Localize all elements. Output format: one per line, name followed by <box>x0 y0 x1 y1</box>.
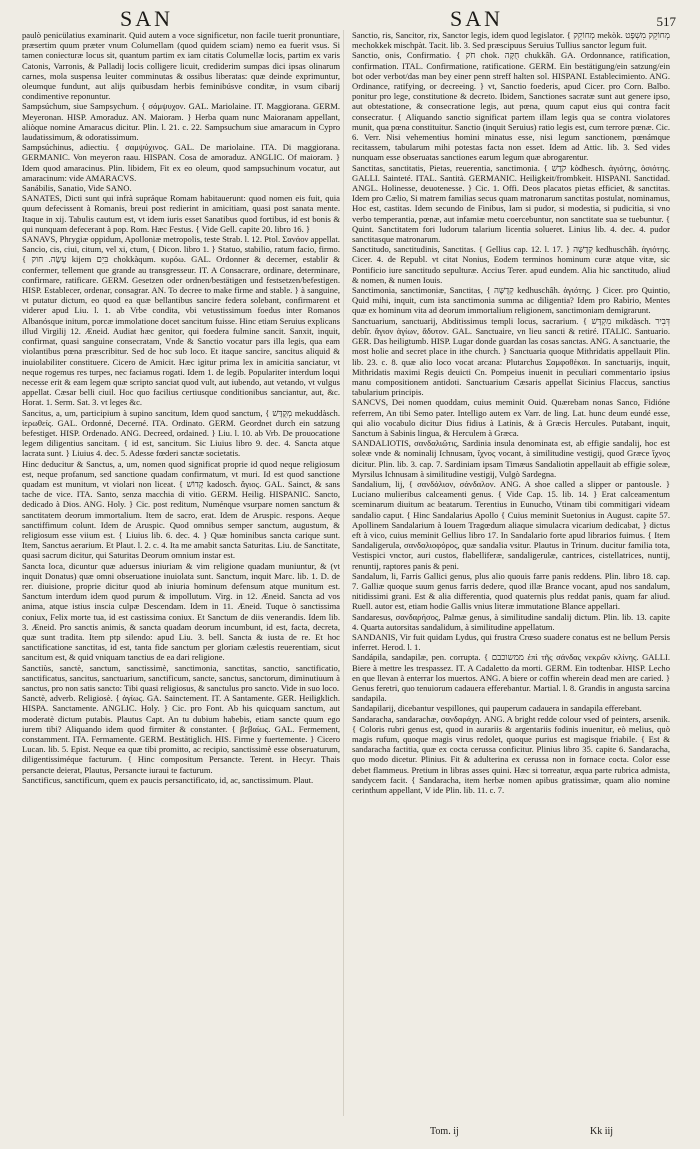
dictionary-entry: SANCVS, Dei nomen quoddam, cuius meminit Ouid. Quærebam nonas Sanco, Fidióne referrem, An tibi Semo pater. Intelligo autem ex Varr. de ling. Lat. hunc deum eundé esse, qui alio vocabulo dicitur Dius fidius à Latinis, & à Græcis Hercules. Putabant, inquit, Sanctum à Sabinis lingua, & Herculem à Græca. <box>352 397 670 438</box>
dictionary-entry: Sandalum, li, Farris Gallici genus, plus alio quouis farre panis reddens. Plin. libro 18. cap. 7. Galliæ quoque suum genus farris dedere, quod illæ Brance vocant, apud nos sandalum, nitidissimi grani. Est & alia differentia, quod quaternis plus reddat panis, quam far aliud. Ruell. autor est, etiam hodie Gallis vnius literæ immutatione Blance appellari. <box>352 570 670 612</box>
dictionary-entry: SANAVS, Phrygiæ oppidum, Apolloniæ metropolis, teste Strab. l. 12. Ptol. Σανάον appellat. <box>22 234 340 245</box>
dictionary-entry: Sanctiùs, sanctè, sanctum, sanctissimè, sanctimonia, sanctitas, sanctio, sanctificatio, sanctificatus, sancitus, sanctuarium, sanctificum, sancte, sanctus, sanctorum, diminutiuum à sanctus, pro non satis sancto: Tibi quasi religiosus, & sanctulus pro sancto. Vide in suo loco. <box>22 662 340 693</box>
volume-label: Tom. ij <box>430 1126 459 1137</box>
dictionary-entry: Sancitus, a, um, participium à supino sancitum, Idem quod sanctum, { מְקֻדָּשׁ mekuddàsch. ἱερωθείς. GAL. Ordonné, Decerné. ITA. Ordinato. GERM. Geordnet durch ein satzung befestiget. HISP. Ordenado. ANG. Decreed, ordained. } Liu. l. 10. ab Vrb. De prouocatione legem diligentius sancitam. { id est, sancitum. Sic Liuius libro 9. dec. 4. Sancta atque lacrata sunt. } Liuius 4. dec. 5. Adesse fœderi sanctæ societatis. <box>22 407 340 459</box>
dictionary-entry: Sandaracha, sandarachæ, σανδαράχη. ANG. A bright redde colour vsed of peinters, arsenik. { Coloris rubri genus est, quod in aurariis & argentariis fodinis inuenitur, eò melius, quò magis rufum, quoque magis virus redolet, quoque purius est magisque friabile. { Est & sandaracha factitia, quæ ex cocta cerussa conficitur. Plinius libro 35. capite 6. Sandaracha, quo modo dicetur. Plinius. Fit & adulterina ex cerussa non in fornace cocta. Color esse debet flammeus. Pretium in libras asses quini. Hæc si torreatur, æqua parte rubrica admista, sandycem facit. { Sandaracha, item herbæ nomen apibus gratissimæ, quam alio nomine cerinthum appellant, V ide Plin. lib. 11. c. 7. <box>352 713 670 796</box>
right-column <box>352 30 670 1110</box>
dictionary-entry: Sanctè, adverb. Religiosè. { ἁγίως. GA. Sainctement. IT. A Santamente. GER. Heiligklich. HISPA. Sanctamente. ANGLIC. Holy. } Cic. pro Font. Ab his quicquam sanctum, aut moderatè dictum putabis. Plautus Capt. An tu dubium habebis, etiam sancte quum ego iurem tibi? Aliquando idem quod firmiter & constanter. { βεβαίως. GAL. Fermement, constamment. ITA. Fermamente. GERM. Bestätiglich. HIS. Firme y fuertemente. } Cicero Lucan. lib. 5. Epist. Neque ea quæ tibi promitto, ac recipio, sanctissimè esse obseruaturum, diligentissiméque facturum. { Hinc compositum Persancte. Terent. in Hecyr. Thais persancte deierat, Plautus, Persancte iuraui te facturum. <box>22 693 340 775</box>
dictionary-entry: SANATES, Dicti sunt qui infrà supráque Romam habitauerunt: quod nomen eis fuit, quia quum defecissent à Romanis, breui post redierint in amicitiam, quasi post sanata mente. Itaque in xij. Tabulis cautum est, vt idem iuris esset Sanatibus quod fortibus, id est bonis & qui nunquam defecerant à pop. Rom. Hæc Festus. { Vide Gell. capite 20. libro 16. } <box>22 193 340 234</box>
dictionary-entry: Sanctitas, sanctitatis, Pietas, reuerentia, sanctimonia. { קֹדֶשׁ kòdhesch. ἁγιότης, ὁσιότης. GALLI. Sainteté. ITAL. Santità. GERMANIC. Heiligkeit/frombkeit. HISPANI. Sanctidad. ANGL. Holinesse, deuotenesse. } Cic. 1. Offi. Deos placatos pietas efficiet, & sanctitas. Idem pro Cælio, Si matrem familias secus quam matronarum sanctitas postulat, nominamus, Hoc est, castitas. Idem secundo de Finibus, Iam si pudor, si modestia, si pudicitia, si vno verbo temperantia, pœnæ, aut infamiæ metu coercebuntur, non sanctitate sua se tuebuntur. { Quint. Sanctitatem fori ludorum talarium licentia solueret. Linius lib. 4. dec. 4. pudor sanctitasque matronarum. <box>352 162 670 245</box>
dictionary-entry: Sandalium, lij, { σανδάλιον, σάνδαλον. ANG. A shoe called a slipper or pantousle. } Luciano mulieribus calceamenti genus. { Vide Cap. 15. lib. 14. } Erat calceamentum sceminarum diuitum ac beatarum. Terentius in Eunucho, Vtinam tibi commitigari videam sandalio caput. { Hinc Sandalarius Apollo { Cuius meminit Suetonius in August. capite 57. Apollinem Sandalarium à Iouem Tragœdum aliaque simulacra vicarium dedicabat, } dictus eft à vico, cuius meminit Gellius libro 17. In Sandalario forte apud librarios fuimus. { Item Sandaligerula, σανδαλιοφόρος, quæ sandalia vsitur. Plautus in Trinum. ducitur familia tota, Vestispici vnctor, auri custos, flabelliferæ, sandaligerulæ, cantrices, cistellatrices, nuntij, renuntij, raptores panis & peni. <box>352 478 670 571</box>
column-divider <box>343 30 344 1116</box>
dictionary-entry: Sanctimonia, sanctimoniæ, Sanctitas, { קְדֻשָּׁה kedhuschâh. ἁγιότης. } Cicer. pro Quintio, Quid mihi, inquit, cum ista sanctimonia summa ac diligentia? Idem pro Rabirio, Mentes quæ ex hominum vita ad deorum immortalium religionem, sanctimoniam demigrarunt. <box>352 285 670 316</box>
dictionary-entry: Sanctificus, sanctificum, quem ex paucis persanctificato, id, ac, sanctissimum. Plaut. <box>22 774 314 785</box>
dictionary-entry: Hinc deducitur & Sanctus, a, um, nomen quod significat proprie id quod neque religiosum est, neque profanum, sed sanctione quadam confirmatum, vt muri. Id est quod sanctione quadam est munitum, vt violari non liceat. { קָדוֹשׁ kadosch. ἅγιος. GAL. Sainct, & sans tache de vice. ITA. Santo, senza macchia di vitio. GERM. Heilig. HISPANIC. Sancto, dedicado à Dios. ANG. Holy. } Cic. post reditum, Numénque vsurpare nomen sanctum & sanctitatem deorum immortalium. Item de sacro, erat. Idem de Aruspic. respons. Aeque sanctiffimum colunt. Idem de Aruspic. Quod omnibus semper sanctum, augustum, & religiosum esse viium est. { Liuius lib. 6. dec. 4. } Quæ hominibus sancta carique sunt. Item, Sanctus aerarium. Et Plaut. l. 2. c. 4. Ita me amabit sancta Saturitas. Liu. de Sanctitate, quasi sacrum dicitur, qui Saturitas Deorum omnium instar est. <box>22 458 340 561</box>
dictionary-entry: Sancta loca, dicuntur quæ aduersus iniuriam & vim religione quadam muniuntur, & (vt inquit Donatus) quæ omni obseruatione inuiolata sunt. Sanctum, inquit Marc. lib. 1. D. de rer. diuisione, proprie dicitur quod ab iniuria hominum defensum atque munitum est. Sanctum interdum idem quod purum & impollutum. Virg. in 12. Æneid. Sancta ad vos anima, atque istius inscia culpæ Descendam. Idem in 11. Æneid. Tuque ò sanctissima coniux, Felix morte tua, id est castissima coniux. Et Sanctum de diis venerandis. Idem lib. 3. Æneid. Pro sanctis animis, & sancta quadam deorum incumbunt, id est, facta, decreta, quæ sunt tradita. Item ptp silendo: apud Liu. 3. bell. Sancta & iusta de re. Et hoc sanctificatione sanctitas, id est, tanta fide sanctum per gloriam cælestis reuerentiam, sicut sancitum est, & quid vniquam tanctius de ea dari religione. <box>22 560 340 663</box>
dictionary-entry: Sanctio, onis, Confirmatio. { חֹק chok. חֻקָּה chukkâh. GA. Ordonnance, ratification, confirmation. ITAL. Confirmatione, ratificatione. GERM. Ein bestätigung/ein satzung/ein bot oder verbot/das man bey einer penn streff halten sol. HISPANI. Establecimiento. ANG. Ordinance, ratifying, or decreeing. } vt, Sanctio foederis, apud Cicer. pro Corn. Balbo. ponitur pro lege, constitutione & decreto. Ibidem, Sanctiones sacratæ sunt aut genere ipso, aut obtestatione, & consecratione legis, aut pœna, quum caput eius qui contra facit consecratur. { Aliquando sanctio significat partem illam legis qua se contra violatores munit, qua pœna constituitur. Sanctio (inquit Seruius) ratio legis est, cum terrore pœnæ. Cic. 6. Verr. Nisi vehementius homini minatus esse, nisi legum sanctionem, pœnámque recitassem, tabularum mihi potestas facta non esset. Idem ad Attic. lib. 3. Sed vides nunquam esse obseruatas sanctiones earum legum quæ abrogarentur. <box>352 50 670 163</box>
page-number: 517 <box>656 14 676 29</box>
dictionary-entry: SANDALIOTIS, σανδαλιῶτις, Sardinia insula denominata est, ab effigie sandalij, hoc est soleæ vnde & nominalij Ichnusam, ἴχνος vocant, à similitudine vestigij, quod Græce ἴχνος dicitur. Plin. lib. 3. cap. 7. Sardiniam ipsam Timæus Sandaliotin appellauit ab effigie soleæ, Myrsilus Ichnusam à similitudine vestigij, Vulgò Sardegna. <box>352 438 670 479</box>
dictionary-entry: paulò penicülatius examinarit. Quid autem a voce significetur, non facile tuerit pronuntiare, præsertim quum præter vnum Columellam (quod quidem sciam) nemo ea fuerit vsus. Si tamen coniecturæ locus sit, quantum partim ex iam citatis Columellæ locis, partim ex varis Catonis, Varronis, & Palladij locis colligere licuit, crediderim sumpas dici ipsas olinarum carnes, mola suspensa leuiter comminutas & ossibus liberatas: quæ deinde exprimuntur, oleumque fundunt, aut alijs quibusdam herbis feminibúsve conditæ, in vsum cibarij condimentive reponuntur. <box>22 30 340 102</box>
header-right-word: SAN <box>450 6 504 31</box>
dictionary-entry: Sandaresus, σανδαρήσος, Palmæ genus, à similitudine sandalij dictum. Plin. lib. 13. capite 4. Quarta autorsitas sandalidum, à similitudine appellatum. <box>352 611 670 632</box>
dictionary-entry: Sampsúchinus, adiectiu. { σαμψύχινος. GAL. De mariolaine. ITA. Di maggiorana. GERMANIC. Von meyeron raau. HISPAN. Cosa de amoraduz. ANGLIC. Of maioram. } Idem quod amaracinus. Plin. libidem, Fit ex eo oleum, quod sampsuchinum vocatur, aut amaracinum: vide AMARACVS. <box>22 142 340 183</box>
dictionary-entry: Sanctio, ris, Sancitor, rix, Sanctor legis, idem quod legislator. { מְחוֹקֵק mekòk. מְחוֹקֵק מִשְׁפָּט mechokkek mischpàt. Tacit. lib. 3. Sed præscipuus Seruius Tullius sanctor legum fuit. <box>352 30 670 51</box>
dictionary-entry: Sandapilarij, dicebantur vespillones, qui pauperum cadauera in sandapila efferebant. <box>352 703 642 714</box>
dictionary-entry: Sancio, cis, ciui, citum, vel xi, ctum, { Dicon. libro 1. } Statuo, stabilio, ratum facio, firmo. { עָשָׂה. חוק kijem בִּיֵם chokkàqum. κυρόω. GAL. Ordonner & decerner, establir & confermer, tellement que grande au transgresseur. IT. A Consacrare, ordinare, determinare, confirmare, ratificare. GERM. Gesetzen oder ordnen/bestätigen und festsetzen/befestigen. HISP. Establecer, ordenar, consagrar. AN. To decree to make firme and stable. } à sanguine, vt putatur dictum, eo quod ea quæ bellantibus sancire federa solebant, confirmarent et viderer apud Liu. l. 1. ab Vrbe condita, vbi vetustissimum foedus inter Romanos Albanósque initum, porcæ immolatione docet sancitum fuisse. Hinc etiam Seruius explicans illud Virgilij 12. Æneid. Audiat hæc genitor, qui foedera fulmine sancit. Sanxit, inquit, confirmat, quasi sanguine consecratam, Vnde & Sanctio vocatur pars illa legis, qua eam violantibus pœna præscribitur. Sed de hoc sub loco. Et itaque sancire, sancitus aliquid & inuiolabiliter constituere. Cicero de Amicit. Hæc igitur prima lex in amicitia sanciatur, vt neque rogemus res turpes, nec faciamus rogati. Idem 1. de legib. Populariter interdum loqui necesse erit & eam legem quæ scripto sanciat quod vult, aut iubendo, aut vetando, vt vulgus appellat. Cæsar belli ciuil. Hoc quo facilius certiusque conditionibus sanciantur, aut, &c. Horat. 1. Serm. Sat. 3. vt leges &c. <box>22 244 340 408</box>
dictionary-entry: Sanábilis, Sanatio, Vide SANO. <box>22 183 132 194</box>
header-left-word: SAN <box>120 6 174 31</box>
left-column <box>22 30 340 1116</box>
page-footer <box>0 1126 700 1142</box>
dictionary-entry: SANDANIS, Vir fuit quidam Lydus, qui frustra Crœso suadere conatus est ne bellum Persis inferret. Herod. l. 1. <box>352 631 670 653</box>
dictionary-entry: Sandápila, sandapilæ, pen. corrupta. { ממשוכבם ἐπὶ τῆς σάνδας νεκρῶν κλίνης. GALLI. Biere à mettre les trespassez. IT. A Cadaletto da morti. GERM. Ein todtenbar. HISP. Lecho en que llevan à enterrar los muertos. ANG. A biere or coffin wherein dead men are caried. } Genus feretri, quo tenuiorum cadauera efferebantur. Martial. l. 8. Grandis in angusta sarcina sandapila. <box>352 652 670 704</box>
dictionary-entry: Sanctuarium, sanctuarij, Abditissimus templi locus, sacrarium. { מִקְדָּשׁ mikdàsch. דְּבִיר debîr. ἅγιον ἁγίων, ἄδυτον. GAL. Sanctuaire, vn lieu sancti & retiré. ITALIC. Santuario. GER. Das heiligtumb. HISP. Lugar donde guardan las cosas sanctas. ANG. A sanctuarie, the most holie and secret place in ithe church. } Sanctuaria quoque Mithridatis appellauit Plin. lib. 23. c. 8. quæ alio loco vocat arcana: Plutarchus Σαμφοθέκαι. In sanctuarijs, inquit, Mithridatis maximi Regis deuicti Cn. Pompeius inuenit in peculiari commentario ipsius manu compositionem antidoti. Sanctuarium Cæsaris appellat Sicinius Flaccus, sanctius tabularium principis. <box>352 315 670 398</box>
dictionary-entry: Sampsúchum, siue Sampsychum. { σάμψυχον. GAL. Mariolaine. IT. Maggiorana. GERM. Meyeronan. HISP. Amoraduz. AN. Maioram. } Herba quam nunc Maioranam appellant, aliòque nomine Amaracus dicitur. Plin. l. 21. c. 22. Sampsuchum siue amaracum in Cypro laudatissimum, & odoratissimum. <box>22 101 340 143</box>
signature-mark: Kk iij <box>590 1126 614 1137</box>
dictionary-entry: Sanctitudo, sanctitudinis, Sanctitas. { Gellius cap. 12. l. 17. } קְדֻשָּׁה kedhuschâh. ἁγιότης. Cicer. 4. de Republ. vt citat Nonius, Eodem terminos hominum curæ atque vitæ, sic Pontificio iure sanctitudo sepulturæ. Accius Terer. apud eundem. Alia hic sanctitudo, aliud & nomen, & numen Iouis. <box>352 244 670 285</box>
